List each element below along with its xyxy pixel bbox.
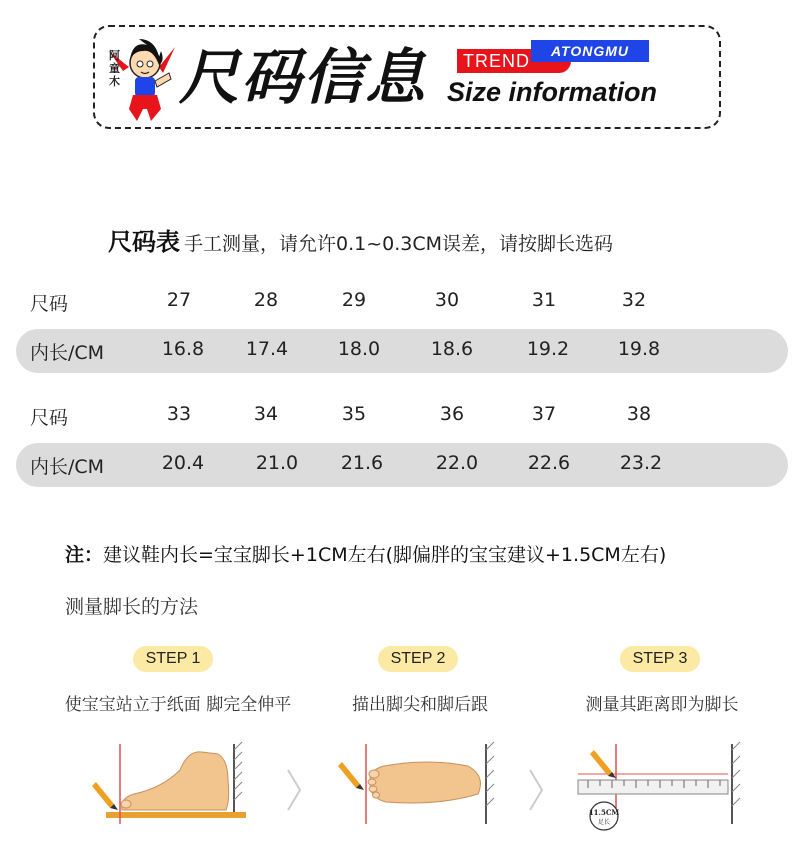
- length-label: 内长/CM: [30, 456, 105, 478]
- step-2-desc: 描出脚尖和脚后跟: [352, 695, 488, 715]
- step-3-desc: 测量其距离即为脚长: [585, 695, 739, 715]
- length-row-2: [16, 443, 788, 487]
- ruler-length-sublabel: 足长: [597, 819, 611, 826]
- size-cell: 35: [341, 403, 367, 425]
- note-text: 建议鞋内长=宝宝脚长+1CM左右(脚偏胖的宝宝建议+1.5CM左右): [103, 544, 667, 566]
- ruler-measure-illustration: [576, 740, 744, 840]
- chevron-right-icon: [284, 768, 304, 812]
- length-label: 内长/CM: [30, 342, 105, 364]
- size-cell: 32: [621, 289, 647, 311]
- trend-tag: TREND: [457, 49, 571, 73]
- size-cell: 37: [531, 403, 557, 425]
- page-title-english: Size information: [447, 77, 658, 107]
- length-cell: 22.6: [527, 452, 571, 474]
- size-cell: 29: [341, 289, 367, 311]
- length-cell: 20.4: [161, 452, 205, 474]
- size-row-1: [16, 280, 788, 324]
- size-cell: 30: [434, 289, 460, 311]
- note-prefix: 注：: [65, 544, 104, 566]
- length-cell: 18.0: [337, 338, 381, 360]
- size-label: 尺码: [30, 293, 69, 315]
- length-cell: 21.6: [340, 452, 384, 474]
- foot-on-paper-illustration: [92, 740, 252, 828]
- size-cell: 28: [253, 289, 279, 311]
- size-row-2: [16, 394, 788, 438]
- size-cell: 27: [166, 289, 192, 311]
- measure-method-title: 测量脚长的方法: [65, 596, 199, 618]
- length-cell: 21.0: [255, 452, 299, 474]
- mascot-caption: 阿童木: [109, 49, 120, 88]
- size-chart-title: 尺码表: [108, 228, 180, 256]
- step-1-desc: 使宝宝站立于纸面 脚完全伸平: [64, 695, 292, 715]
- chevron-right-icon: [526, 768, 546, 812]
- size-chart-heading: [108, 222, 613, 257]
- size-cell: 34: [253, 403, 279, 425]
- step-3-badge: STEP 3: [620, 646, 700, 672]
- brand-tag: ATONGMU: [531, 40, 649, 62]
- step-2-badge: STEP 2: [378, 646, 458, 672]
- length-cell: 19.2: [526, 338, 570, 360]
- size-cell: 36: [439, 403, 465, 425]
- ruler-length-label: 11.5CM: [588, 808, 620, 817]
- traced-foot-illustration: [338, 740, 498, 828]
- size-cell: 38: [626, 403, 652, 425]
- length-cell: 22.0: [435, 452, 479, 474]
- size-label: 尺码: [30, 407, 69, 429]
- length-row-1: [16, 329, 788, 373]
- page-title: 尺码信息: [179, 43, 427, 113]
- size-chart-subtitle: 手工测量，请允许0.1~0.3CM误差，请按脚长选码: [184, 233, 614, 255]
- length-cell: 23.2: [619, 452, 663, 474]
- length-cell: 17.4: [245, 338, 289, 360]
- size-cell: 31: [531, 289, 557, 311]
- header-banner: [93, 25, 721, 129]
- length-cell: 18.6: [430, 338, 474, 360]
- fit-note: [65, 540, 666, 567]
- length-cell: 16.8: [161, 338, 205, 360]
- length-cell: 19.8: [617, 338, 661, 360]
- size-cell: 33: [166, 403, 192, 425]
- step-1-badge: STEP 1: [133, 646, 213, 672]
